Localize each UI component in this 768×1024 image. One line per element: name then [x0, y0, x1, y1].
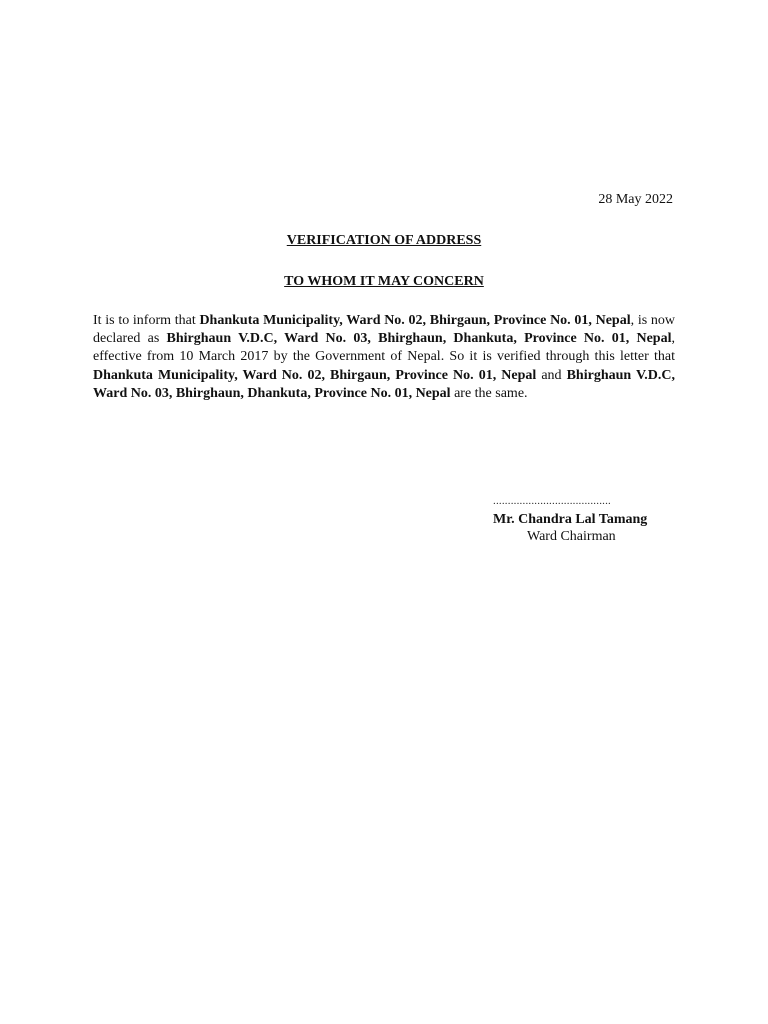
body-text-4: and — [536, 367, 567, 383]
body-text-5: are the same. — [450, 385, 528, 401]
body-bold-1: Dhankuta Municipality, Ward No. 02, Bhirgaun, Province No. 01, Nepal — [199, 313, 631, 328]
body-bold-2: Bhirghaun V.D.C, Ward No. 03, Bhirghaun, Dhankuta, Province No. 01, Nepal — [166, 331, 672, 347]
letter-heading: VERIFICATION OF ADDRESS — [286, 233, 482, 248]
body-text-2: , is now declared as — [93, 313, 675, 347]
signatory-name: Mr. Chandra Lal Tamang — [493, 512, 648, 527]
signature-line: ........................................ — [493, 495, 611, 507]
body-text-1: It is to inform that — [93, 313, 200, 328]
body-bold-3: Dhankuta Municipality, Ward No. 02, Bhirgaun, Province No. 01, Nepal — [93, 367, 537, 383]
letter-body — [93, 312, 675, 403]
body-bold-4: Bhirghaun V.D.C, Ward No. 03, Bhirghaun, Dhankuta, Province No. 01, Nepal — [93, 367, 676, 401]
letter-date: 28 May 2022 — [598, 192, 673, 207]
body-text-3: , effective from 10 March 2017 by the Government of Nepal. So it is verified through this letter that — [93, 331, 675, 365]
signatory-title: Ward Chairman — [527, 529, 616, 544]
letter-subheading: TO WHOM IT MAY CONCERN — [284, 274, 484, 289]
